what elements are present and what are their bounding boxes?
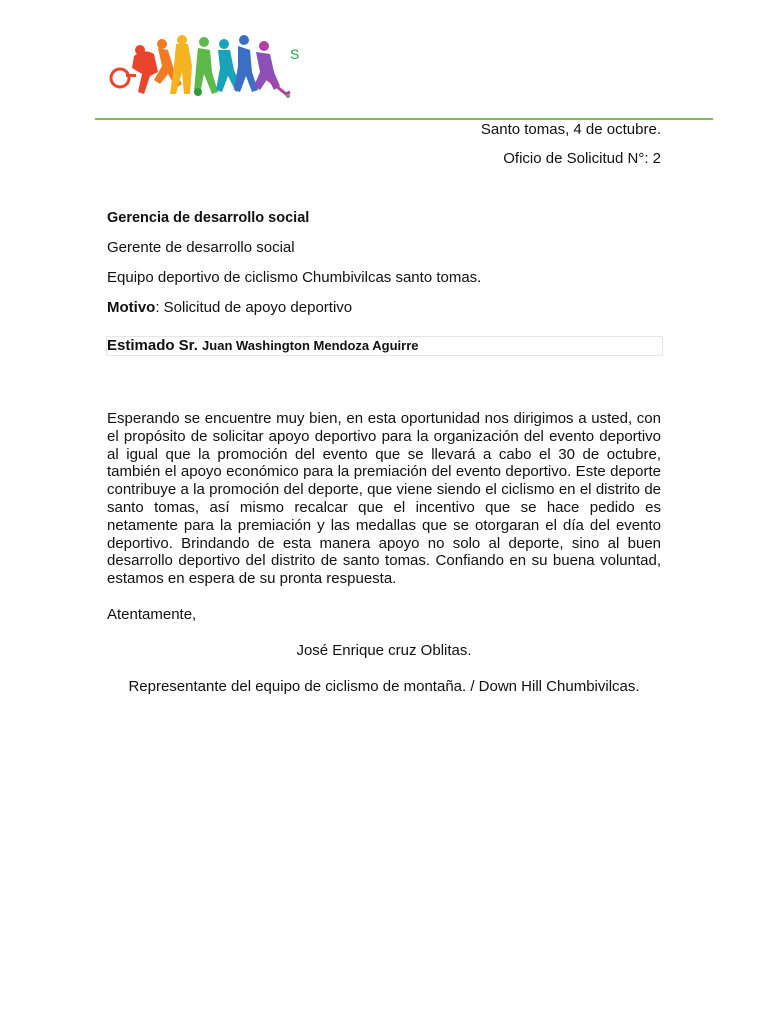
- salutation-label: Estimado Sr.: [107, 337, 198, 354]
- sports-silhouettes-logo-icon: [106, 34, 292, 100]
- header-divider: [95, 118, 713, 120]
- oficio-number: Oficio de Solicitud N°: 2: [503, 150, 661, 167]
- motivo-text: : Solicitud de apoyo deportivo: [155, 299, 353, 316]
- letter-body: Esperando se encuentre muy bien, en esta oportunidad nos dirigimos a usted, con el propósito de solicitar apoyo deportivo para la organización del evento deportivo al igual que la promoción del evento que se llevará a cabo el 30 de octubre, también el apoyo económico para la premiación del evento deportivo. Este deporte contribuye a la promoción del deporte, que viene siendo el ciclismo en el distrito de santo tomas, así mismo recalcar que el incentivo que se hace pedido es netamente para la premiación y las medallas que se otorgaran el día del evento deportivo. Brindando de esta manera apoyo no solo al deporte, sino al buen desarrollo deportivo del distrito de santo tomas. Confiando en su buena voluntad, estamos en espera de su pronta respuesta.: [107, 410, 661, 588]
- closing: Atentamente,: [107, 606, 197, 623]
- motivo-label: Motivo: [107, 299, 156, 316]
- letter-date: Santo tomas, 4 de octubre.: [480, 121, 661, 138]
- signer-name: José Enrique cruz Oblitas.: [296, 642, 472, 659]
- signer-role: Representante del equipo de ciclismo de montaña. / Down Hill Chumbivilcas.: [128, 678, 640, 695]
- salutation-line: [107, 337, 418, 354]
- logo-text-fragment: S: [290, 46, 300, 62]
- recipient-organization: Equipo deportivo de ciclismo Chumbivilcas santo tomas.: [107, 269, 482, 286]
- recipient-role: Gerente de desarrollo social: [107, 239, 295, 256]
- salutation-name: Juan Washington Mendoza Aguirre: [202, 338, 419, 353]
- motivo-line: [107, 299, 352, 316]
- recipient-title: Gerencia de desarrollo social: [107, 210, 310, 226]
